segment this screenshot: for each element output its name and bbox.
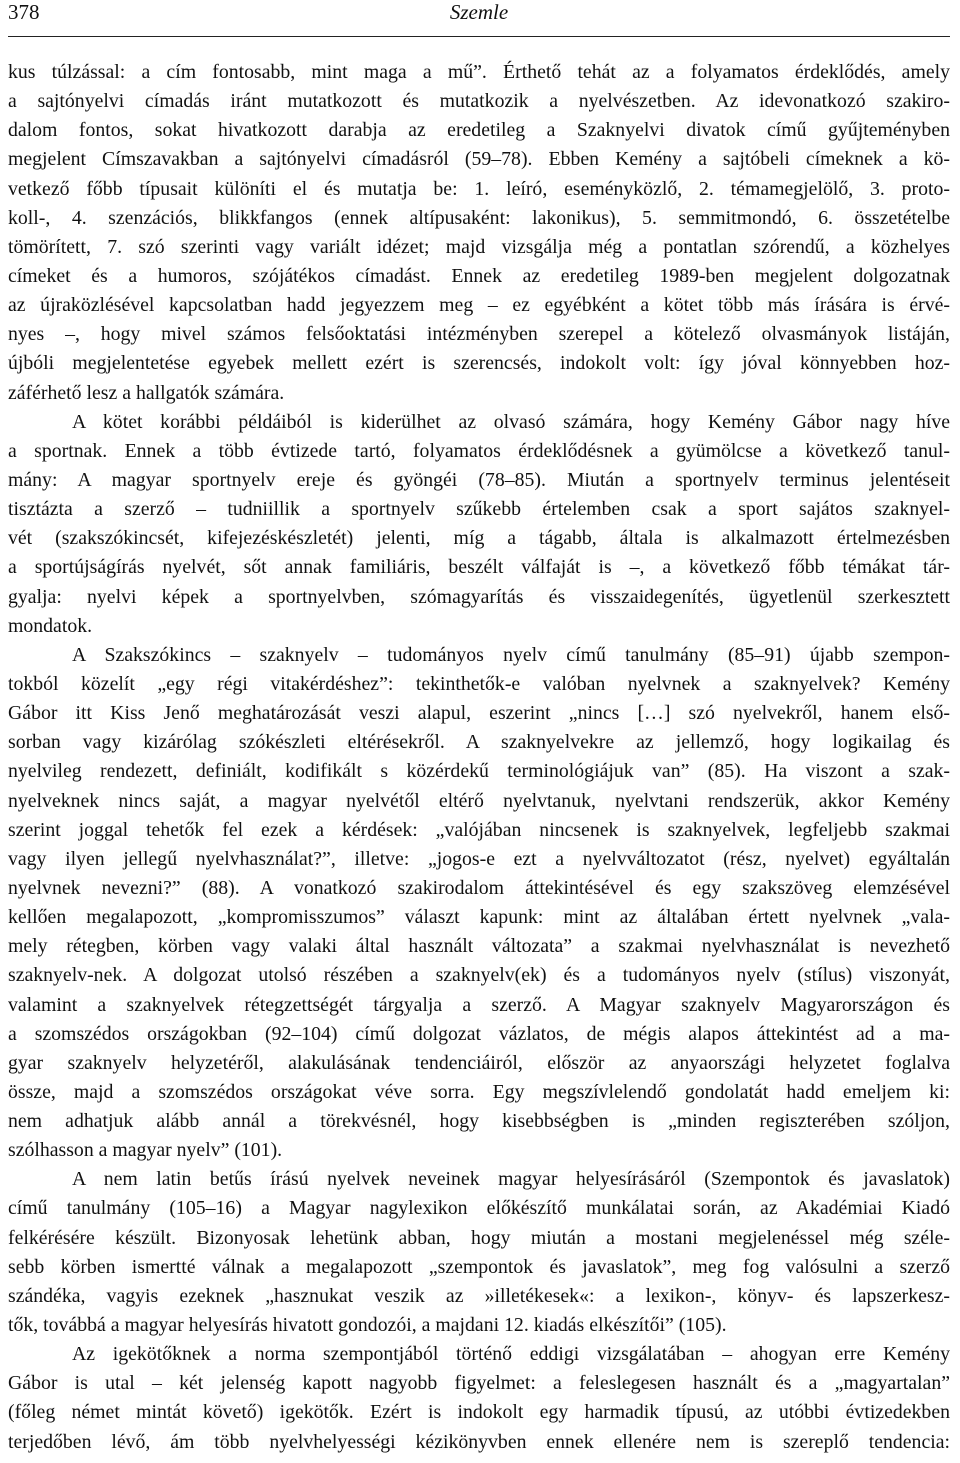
text-line: A kötet korábbi példáiból is kiderülhet az olvasó számára, hogy Kemény Gábor nagy híve bbox=[72, 410, 950, 433]
text-line: koll-, 4. szenzációs, blikkfangos (ennek altípusaként: lakonikus), 5. semmitmondó, 6. összetételbe bbox=[8, 206, 950, 229]
text-line: a sajtónyelvi címadás iránt mutatkozott és mutatkozik a nyelvészetben. Az idevonatkozó szakiro- bbox=[8, 90, 950, 113]
text-line: szaknyelv-nek. A dolgozat utolsó részében a szaknyelv(ek) és a tudományos nyelv (stílus) viszonyát, bbox=[8, 964, 950, 987]
text-line: mány: A magyar sportnyelv ereje és gyöngéi (78–85). Miután a sportnyelv terminus jelentéseit bbox=[8, 468, 950, 491]
text-line: nyelvileg rendezett, definiált, kodifikált s közérdekű terminológiájuk van” (85). Ha viszont a szak- bbox=[8, 760, 950, 783]
text-line: megjelent Címszavakban a sajtónyelvi címadásról (59–78). Ebben Kemény a sajtóbeli címeknek a kö- bbox=[8, 148, 950, 171]
text-line: össze, majd a szomszédos országokat véve sorra. Egy megszívlelendő gondolatát hadd emeljem ki: bbox=[8, 1080, 950, 1103]
text-line: a sportújságírás nyelvét, sőt annak familiáris, beszélt válfaját is –, a következő főbb témákat tár- bbox=[8, 556, 950, 579]
text-line: újbóli megjelentetése egyebek mellett ezért is szerencsés, indokolt volt: így jóval könnyebben hoz- bbox=[8, 352, 950, 375]
text-line: vetkező főbb típusait különíti el és mutatja be: 1. leíró, eseményközlő, 2. témamegjelölő, 3. proto- bbox=[8, 177, 950, 200]
text-line: tők, továbbá a magyar helyesírás hivatott gondozói, a majdani 12. kiadás elkészítői” (105). bbox=[8, 1314, 727, 1337]
text-line: terjedőben lévő, ám több nyelvhelyességi kézikönyvben ennek ellenére nem is szereplő tendencia: bbox=[8, 1430, 950, 1453]
text-line: sebb körben ismertté válnak a megalapozott „szempontok és javaslatok”, meg fog valósulni a szerző bbox=[8, 1255, 950, 1278]
text-line: címeket és a humoros, szójátékos címadást. Ennek az eredetileg 1989-ben megjelent dolgozatnak bbox=[8, 264, 950, 287]
text-line: című tanulmány (105–16) a Magyar nagylexikon előkészítő munkálatai során, az Akadémiai Kiadó bbox=[8, 1197, 950, 1220]
page-header bbox=[8, 0, 950, 36]
page-number: 378 bbox=[8, 0, 40, 24]
text-line: sorban vagy kizárólag szókészleti eltérésekről. A szaknyelvekre az jellemző, hogy logikailag és bbox=[8, 731, 950, 754]
text-line: nyelveknek nincs saját, a magyar nyelvétől eltérő nyelvtanuk, nyelvtani rendszerük, akkor Kemény bbox=[8, 789, 950, 812]
text-line: mondatok. bbox=[8, 614, 93, 637]
text-line: dalom fontos, sokat hivatkozott darabja az eredetileg a Szaknyelvi divatok című gyűjteményben bbox=[8, 119, 950, 142]
text-line: kus túlzással: a cím fontosabb, mint maga a mű”. Érthető tehát az a folyamatos érdeklődés, amely bbox=[8, 61, 950, 83]
text-line: szerint joggal tehetők fel ezek a kérdések: „valójában nincsenek is szaknyelvek, legfeljebb szakmai bbox=[8, 818, 950, 841]
running-title: Szemle bbox=[449, 0, 509, 24]
text-line: tömörített, 7. szó szerinti vagy variált idézet; majd vizsgálja még a pontatlan szórendű, a közhelyes bbox=[8, 235, 950, 258]
text-line: Gábor is utal – két jelenség kapott nagyobb figyelmet: a feleslegesen használt és a „magyartalan” bbox=[8, 1372, 950, 1395]
text-line: nyelvnek nevezni?” (88). A vonatkozó szakirodalom áttekintésével és egy szakszöveg elemzésével bbox=[8, 876, 950, 899]
text-line: záférhető lesz a hallgatók számára. bbox=[8, 381, 285, 404]
text-line: Gábor itt Kiss Jenő meghatározását veszi alapul, eszerint „nincs […] szó nyelvekről, hanem első- bbox=[8, 702, 950, 725]
header-rule bbox=[8, 36, 950, 37]
text-line: (főleg német mintát követő) igekötők. Ezért is indokolt egy harmadik típusú, az utóbbi évtizedekben bbox=[8, 1401, 950, 1424]
text-line: valamint a szaknyelvek rétegzettségét tárgyalja a szerző. A Magyar szaknyelv Magyarországon és bbox=[8, 993, 950, 1016]
text-line: a sportnak. Ennek a több évtizede tartó, folyamatos érdeklődésnek a gyümölcse a következő tanul- bbox=[8, 439, 950, 462]
text-line: gyar szaknyelv helyzetéről, alakulásának tendenciáiról, először az anyaországi helyzetet foglalva bbox=[8, 1051, 950, 1074]
text-line: tokból közelít „egy régi vitakérdéshez”: tekinthetők-e valóban nyelvnek a szaknyelvek? Kemény bbox=[8, 672, 950, 695]
text-line: felkérésére készült. Bizonyosak lehetünk abban, hogy miután a mostani megjelenéssel még széle- bbox=[8, 1226, 950, 1249]
text-line: kellően megalapozott, „kompromisszumos” választ kapunk: mint az általában értett nyelvnek „vala- bbox=[8, 906, 950, 929]
text-line: Az igekötőknek a norma szempontjából történő eddigi vizsgálatában – ahogyan erre Kemény bbox=[72, 1343, 950, 1366]
text-line: tisztázta a szerző – tudniillik a sportnyelv szűkebb értelemben csak a sport sajátos szaknyel- bbox=[8, 498, 950, 521]
text-line: a szomszédos országokban (92–104) című dolgozat vázlatos, de mégis alapos áttekintést ad a ma- bbox=[8, 1022, 950, 1045]
article-body bbox=[8, 58, 950, 1457]
text-line: nem adhatjuk alább annál a törekvésnél, hogy kisebbségben is „minden regiszterében szóljon, bbox=[8, 1110, 950, 1133]
text-line: az újraközlésével kapcsolatban hadd jegyezzem meg – ez egyébként a kötet több más írására is érvé- bbox=[8, 294, 950, 317]
text-line: szólhasson a magyar nyelv” (101). bbox=[8, 1139, 283, 1162]
text-line: vagy ilyen jellegű nyelvhasználat?”, illetve: „jogos-e ezt a nyelvváltozatot (rész, nyelvet) egyáltalán bbox=[8, 847, 950, 870]
text-line: A nem latin betűs írású nyelvek neveinek magyar helyesírásáról (Szempontok és javaslatok) bbox=[72, 1168, 950, 1191]
text-line: A Szakszókincs – szaknyelv – tudományos nyelv című tanulmány (85–91) újabb szempon- bbox=[72, 643, 950, 666]
text-line: gyalja: nyelvi képek a sportnyelvben, szómagyarítás és visszaidegenítés, ügyetlenül szerkesztett bbox=[8, 585, 950, 608]
text-line: mely rétegben, körben vagy valaki által használt változata” a szakmai nyelvhasználat is nevezhető bbox=[8, 935, 950, 958]
text-line: vét (szakszókincsét, kifejezéskészletét) jelenti, míg a tágabb, általa is alkalmazott értelmezésben bbox=[8, 527, 950, 550]
text-line: nyes –, hogy mivel számos felsőoktatási intézményben szerepel a kötelező olvasmányok listáján, bbox=[8, 323, 950, 346]
text-line: szándéka, vagyis ezeknek „hasznukat veszik az »illetékesek«: a lexikon-, könyv- és lapszerkesz- bbox=[8, 1284, 950, 1307]
